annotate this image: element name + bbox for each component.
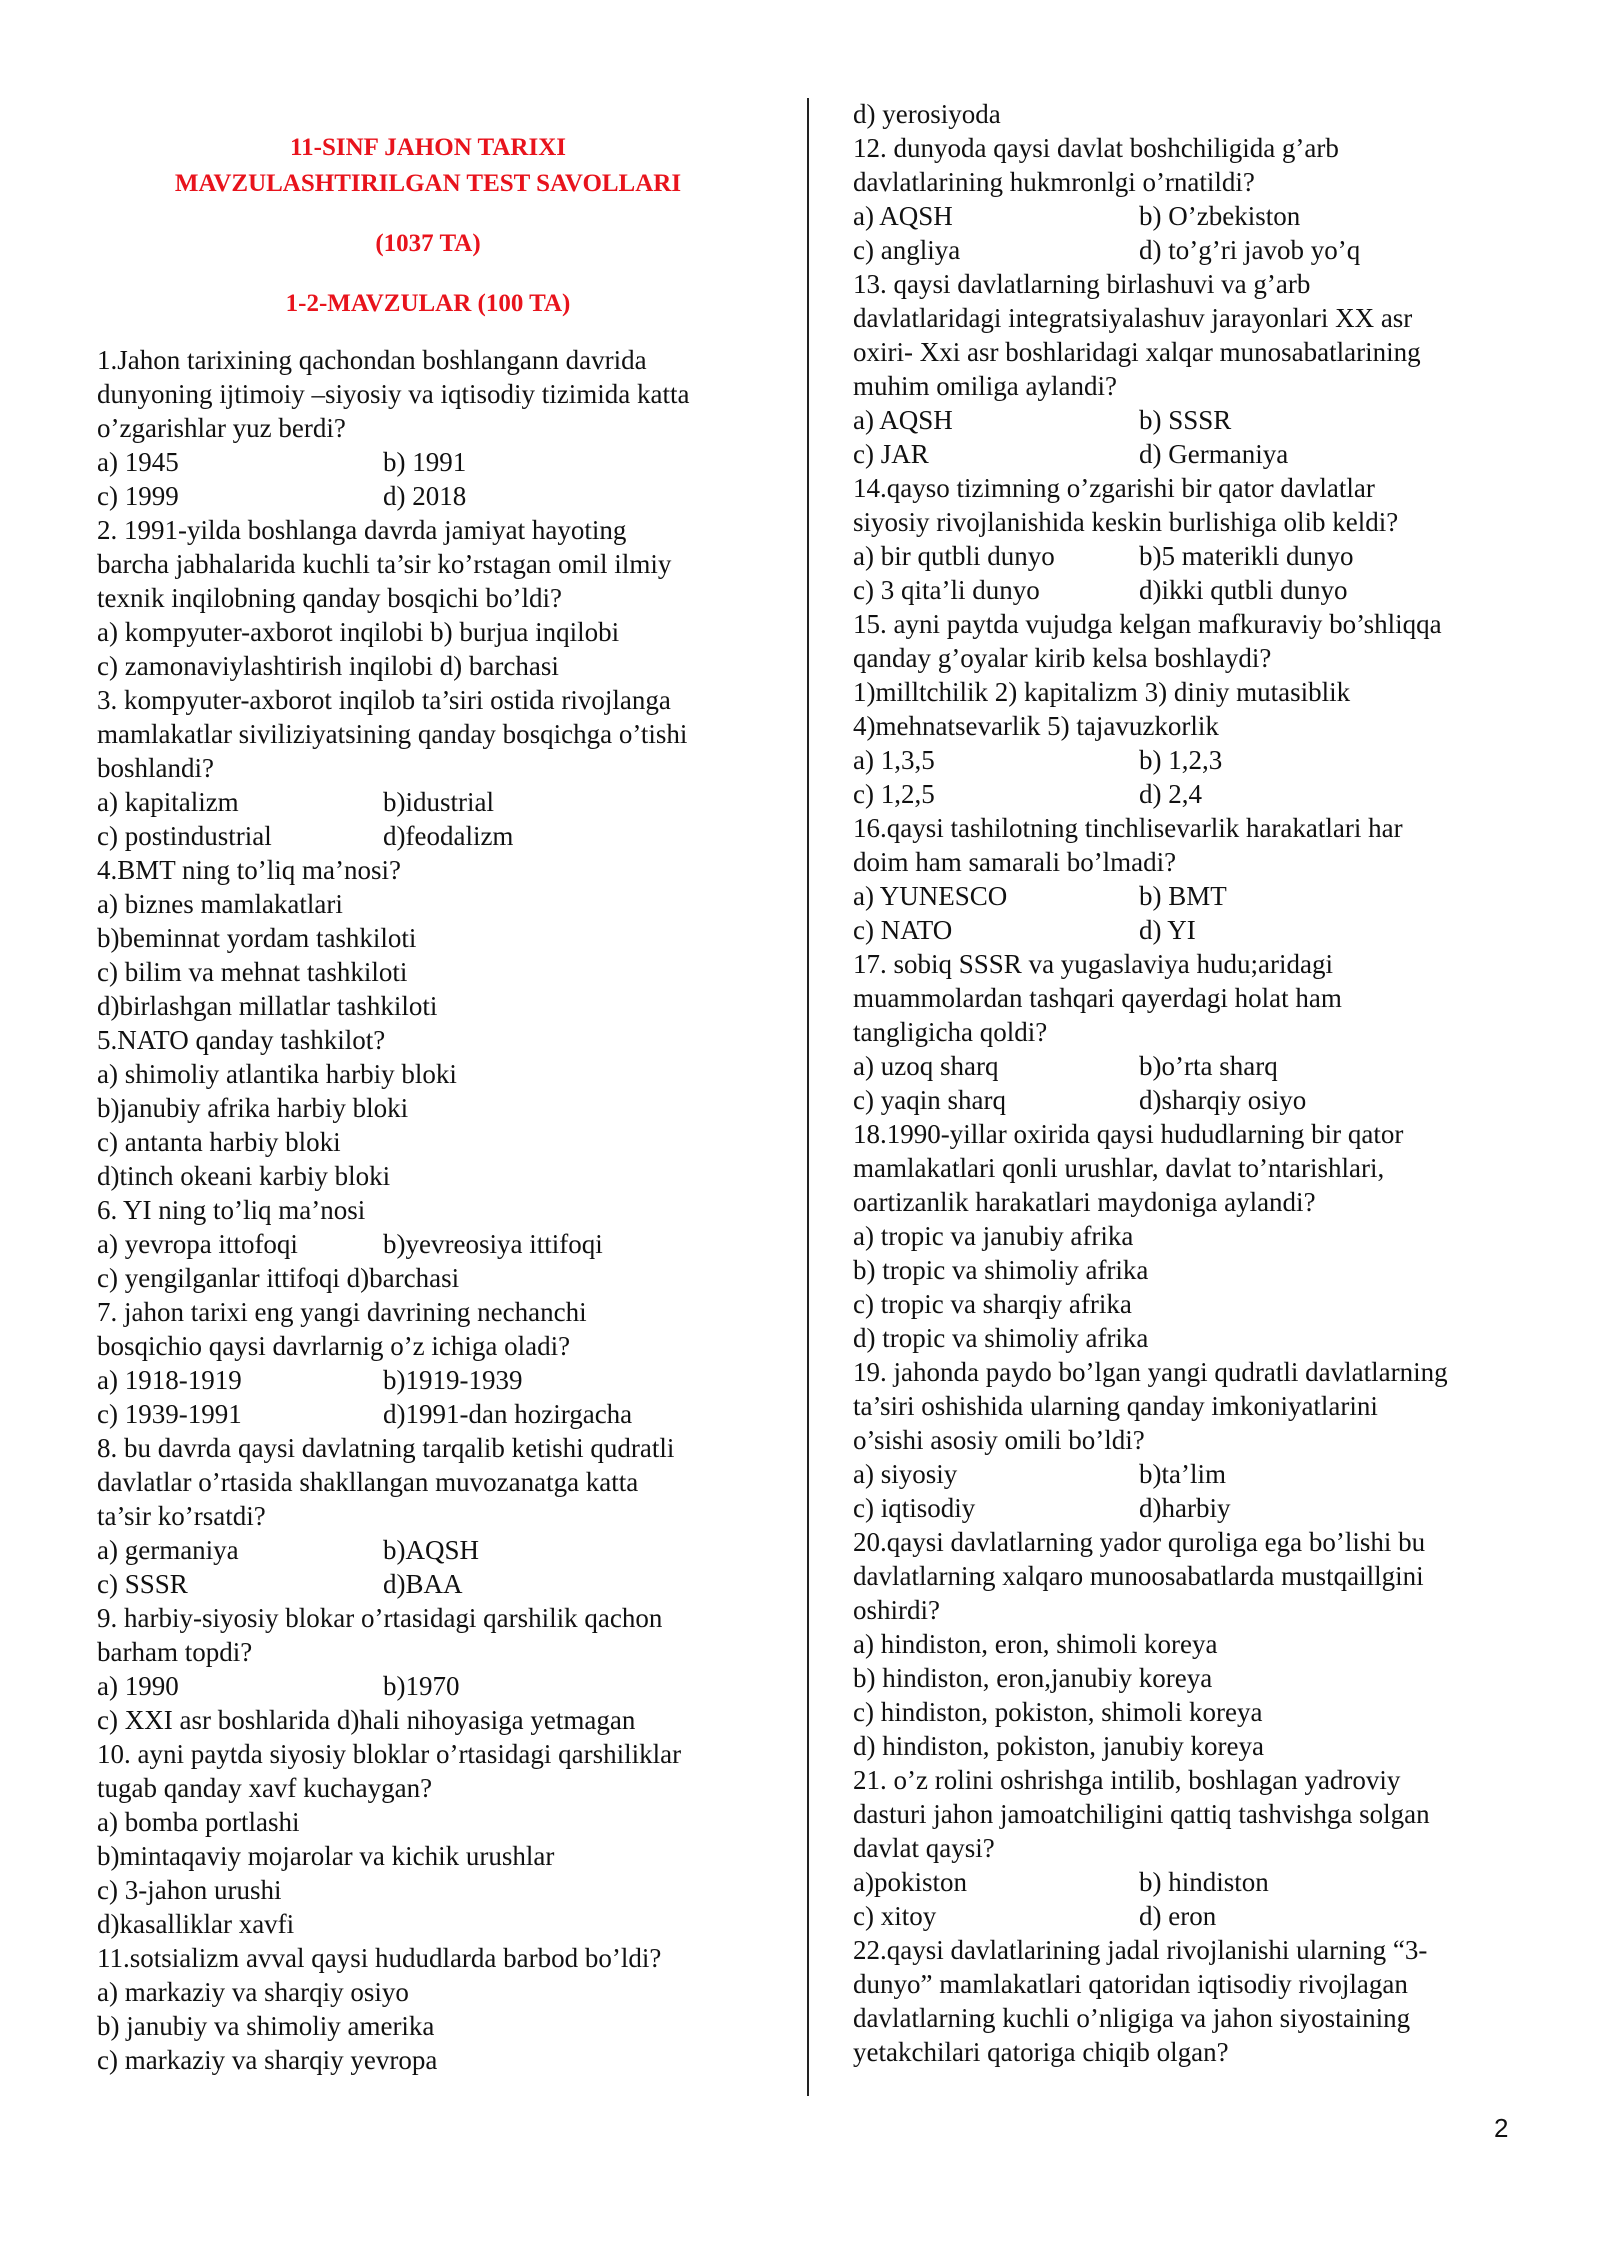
text-line	[853, 845, 1176, 879]
line-text: tugab qanday xavf kuchaygan?	[97, 1773, 433, 1803]
line-text: oartizanlik harakatlari maydoniga aylandi?	[853, 1187, 1316, 1217]
line-text: davlatlarning xalqaro munoosabatlarda mustqaillgini	[853, 1561, 1424, 1591]
line-text: 12. dunyoda qaysi davlat boshchiligida g’arb	[853, 133, 1339, 163]
second-option: d)ikki qutbli dunyo	[1139, 575, 1348, 605]
text-line	[853, 1627, 1217, 1661]
second-option: d) eron	[1139, 1901, 1217, 1931]
second-option: b) BMT	[1139, 881, 1227, 911]
text-line	[97, 955, 407, 989]
line-text: c) 3-jahon urushi	[97, 1875, 282, 1905]
line-text: d) yerosiyoda	[853, 99, 1001, 129]
line-text: d) hindiston, pokiston, janubiy koreya	[853, 1731, 1264, 1761]
line-text: a) 1918-1919	[97, 1365, 242, 1395]
text-line	[853, 1933, 1427, 1967]
line-text: c) XXI asr boshlarida d)hali nihoyasiga yetmagan	[97, 1705, 636, 1735]
text-line	[97, 1873, 281, 1907]
line-text: 6. YI ning to’liq ma’nosi	[97, 1195, 366, 1225]
line-text: a) germaniya	[97, 1535, 239, 1565]
section-heading: 1-2-MAVZULAR (100 TA)	[285, 290, 571, 317]
line-text: tangligicha qoldi?	[853, 1017, 1048, 1047]
second-option: d) 2018	[383, 481, 467, 511]
text-line	[97, 1431, 674, 1465]
line-text: a) AQSH	[853, 405, 953, 435]
line-text: a) yevropa ittofoqi	[97, 1229, 298, 1259]
second-option: d) Germaniya	[1139, 439, 1289, 469]
text-line	[853, 743, 1223, 777]
line-text: a) YUNESCO	[853, 881, 1008, 911]
text-line	[97, 445, 467, 479]
line-text: bosqichio qaysi davrlarnig o’z ichiga oladi?	[97, 1331, 571, 1361]
text-line	[97, 819, 514, 853]
text-line	[97, 1567, 463, 1601]
line-text: a) 1990	[97, 1671, 179, 1701]
text-line	[853, 1967, 1408, 2001]
line-text: 8. bu davrda qaysi davlatning tarqalib ketishi qudratli	[97, 1433, 675, 1463]
line-text: b) tropic va shimoliy afrika	[853, 1255, 1149, 1285]
text-line	[97, 377, 689, 411]
text-line	[853, 539, 1354, 573]
line-text: a) tropic va janubiy afrika	[853, 1221, 1134, 1251]
line-text: ta’sir ko’rsatdi?	[97, 1501, 266, 1531]
line-text: 9. harbiy-siyosiy blokar o’rtasidagi qarshilik qachon	[97, 1603, 663, 1633]
second-option: d) to’g’ri javob yo’q	[1139, 235, 1361, 265]
text-line	[97, 1227, 603, 1261]
text-line	[97, 547, 671, 581]
text-line	[97, 717, 687, 751]
line-text: c) angliya	[853, 235, 961, 265]
line-text: b)janubiy afrika harbiy bloki	[97, 1093, 409, 1123]
text-line	[97, 921, 416, 955]
text-line	[853, 607, 1442, 641]
line-text: muammolardan tashqari qayerdagi holat ham	[853, 983, 1342, 1013]
second-option: d)BAA	[383, 1569, 463, 1599]
text-line	[97, 411, 346, 445]
line-text: 3. kompyuter-axborot inqilob ta’siri ostida rivojlanga	[97, 685, 671, 715]
text-line	[853, 1899, 1217, 1933]
line-text: davlatlarining hukmronlgi o’rnatildi?	[853, 167, 1255, 197]
text-line	[97, 1533, 480, 1567]
text-line	[853, 1151, 1384, 1185]
text-line	[97, 683, 671, 717]
text-line	[853, 267, 1310, 301]
text-line	[853, 981, 1342, 1015]
text-line	[97, 1465, 638, 1499]
line-text: c) markaziy va sharqiy yevropa	[97, 2045, 438, 2075]
line-text: qanday g’oyalar kirib kelsa boshlaydi?	[853, 643, 1272, 673]
line-text: ta’siri oshishida ularning qanday imkoniyatlarini	[853, 1391, 1378, 1421]
text-line	[853, 2001, 1410, 2035]
text-line	[853, 165, 1255, 199]
text-line	[97, 1907, 294, 1941]
line-text: a) uzoq sharq	[853, 1051, 999, 1081]
line-text: barham topdi?	[97, 1637, 253, 1667]
line-text: c) 1939-1991	[97, 1399, 242, 1429]
text-line	[853, 301, 1412, 335]
text-line	[853, 1287, 1132, 1321]
text-line	[853, 1185, 1316, 1219]
second-option: b) hindiston	[1139, 1867, 1269, 1897]
text-line	[97, 2043, 437, 2077]
line-text: a) hindiston, eron, shimoli koreya	[853, 1629, 1218, 1659]
text-line	[97, 1329, 570, 1363]
line-text: c) zamonaviylashtirish inqilobi d) barchasi	[97, 651, 559, 681]
text-line	[97, 1193, 365, 1227]
text-line	[97, 1839, 554, 1873]
line-text: mamlakatlari qonli urushlar, davlat to’ntarishlari,	[853, 1153, 1385, 1183]
line-text: d) tropic va shimoliy afrika	[853, 1323, 1149, 1353]
line-text: yetakchilari qatoriga chiqib olgan?	[853, 2037, 1229, 2067]
second-option: b)1919-1939	[383, 1365, 523, 1395]
line-text: a) siyosiy	[853, 1459, 958, 1489]
line-text: a) kapitalizm	[97, 787, 239, 817]
line-text: davlatlaridagi integratsiyalashuv jarayonlari XX asr	[853, 303, 1413, 333]
text-line	[853, 335, 1421, 369]
line-text: d)tinch okeani karbiy bloki	[97, 1161, 391, 1191]
line-text: a) AQSH	[853, 201, 953, 231]
text-line	[853, 505, 1398, 539]
line-text: 4.BMT ning to’liq ma’nosi?	[97, 855, 401, 885]
text-line	[853, 199, 1301, 233]
text-line	[853, 1525, 1425, 1559]
second-option: d)1991-dan hozirgacha	[383, 1399, 633, 1429]
title-line-2: MAVZULASHTIRILGAN TEST SAVOLLARI	[174, 170, 682, 197]
text-line	[853, 1457, 1226, 1491]
line-text: 4)mehnatsevarlik 5) tajavuzkorlik	[853, 711, 1219, 741]
text-line	[853, 1865, 1269, 1899]
second-option: b) 1991	[383, 447, 467, 477]
line-text: davlatlar o’rtasida shakllangan muvozanatga katta	[97, 1467, 639, 1497]
line-text: a) biznes mamlakatlari	[97, 889, 343, 919]
text-line	[853, 1049, 1278, 1083]
text-line	[97, 1941, 661, 1975]
text-line	[853, 1083, 1307, 1117]
line-text: d)birlashgan millatlar tashkiloti	[97, 991, 438, 1021]
text-line	[853, 471, 1375, 505]
text-line	[853, 1253, 1148, 1287]
text-line	[97, 1261, 459, 1295]
line-text: 16.qaysi tashilotning tinchlisevarlik harakatlari har	[853, 813, 1403, 843]
line-text: 22.qaysi davlatlarining jadal rivojlanishi ularning “3-	[853, 1935, 1428, 1965]
line-text: davlatlarning kuchli o’nligiga va jahon siyostaining	[853, 2003, 1411, 2033]
line-text: c) SSSR	[97, 1569, 188, 1599]
text-line	[853, 403, 1232, 437]
line-text: doim ham samarali bo’lmadi?	[853, 847, 1177, 877]
second-option: d)sharqiy osiyo	[1139, 1085, 1307, 1115]
line-text: texnik inqilobning qanday bosqichi bo’ldi?	[97, 583, 562, 613]
text-line	[97, 1057, 457, 1091]
text-line	[853, 811, 1403, 845]
line-text: c) yengilganlar ittifoqi d)barchasi	[97, 1263, 460, 1293]
text-line	[853, 1219, 1133, 1253]
text-line	[853, 369, 1117, 403]
column-divider	[807, 98, 809, 2096]
line-text: 18.1990-yillar oxirida qaysi hududlarning bir qator	[853, 1119, 1404, 1149]
text-line	[97, 785, 494, 819]
text-line	[853, 97, 1001, 131]
second-option: b)1970	[383, 1671, 460, 1701]
line-text: oxiri- Xxi asr boshlaridagi xalqar munosabatlarining	[853, 337, 1421, 367]
line-text: c) 1999	[97, 481, 179, 511]
text-line	[853, 1763, 1400, 1797]
line-text: a) bir qutbli dunyo	[853, 541, 1055, 571]
line-text: 19. jahonda paydo bo’lgan yangi qudratli davlatlarning	[853, 1357, 1448, 1387]
text-line	[97, 1771, 432, 1805]
line-text: c) xitoy	[853, 1901, 937, 1931]
line-text: c) JAR	[853, 439, 929, 469]
line-text: o’zgarishlar yuz berdi?	[97, 413, 346, 443]
text-line	[97, 989, 437, 1023]
second-option: b) O’zbekiston	[1139, 201, 1301, 231]
line-text: siyosiy rivojlanishida keskin burlishiga olib keldi?	[853, 507, 1399, 537]
text-line	[97, 513, 626, 547]
text-line	[853, 1423, 1145, 1457]
text-line	[97, 853, 401, 887]
second-option: d)harbiy	[1139, 1493, 1231, 1523]
text-line	[853, 1389, 1378, 1423]
text-line	[853, 1491, 1231, 1525]
text-line	[97, 887, 343, 921]
second-option: b) SSSR	[1139, 405, 1232, 435]
text-line	[853, 879, 1227, 913]
line-text: c) 3 qita’li dunyo	[853, 575, 1040, 605]
text-line	[853, 573, 1348, 607]
second-option: b)o’rta sharq	[1139, 1051, 1278, 1081]
text-line	[853, 709, 1219, 743]
text-line	[853, 947, 1333, 981]
text-line	[853, 1117, 1403, 1151]
text-line	[853, 1797, 1430, 1831]
question-count: (1037 TA)	[375, 230, 481, 257]
line-text: 14.qayso tizimning o’zgarishi bir qator davlatlar	[853, 473, 1375, 503]
text-line	[97, 1669, 460, 1703]
line-text: dunyoning ijtimoiy –siyosiy va iqtisodiy tizimida katta	[97, 379, 690, 409]
text-line	[853, 913, 1196, 947]
line-text: 21. o’z rolini oshrishga intilib, boshlagan yadroviy	[853, 1765, 1401, 1795]
line-text: muhim omiliga aylandi?	[853, 371, 1117, 401]
second-option: b)AQSH	[383, 1535, 480, 1565]
line-text: b)mintaqaviy mojarolar va kichik urushlar	[97, 1841, 555, 1871]
line-text: 7. jahon tarixi eng yangi davrining nechanchi	[97, 1297, 587, 1327]
line-text: c) yaqin sharq	[853, 1085, 1006, 1115]
text-line	[97, 751, 214, 785]
line-text: dasturi jahon jamoatchiligini qattiq tashvishga solgan	[853, 1799, 1430, 1829]
second-option: b)5 materikli dunyo	[1139, 541, 1354, 571]
second-option: b)ta’lim	[1139, 1459, 1226, 1489]
text-line	[97, 343, 647, 377]
line-text: c) 1,2,5	[853, 779, 935, 809]
text-line	[97, 1363, 523, 1397]
text-line	[853, 1321, 1148, 1355]
text-line	[97, 1397, 633, 1431]
text-line	[97, 2009, 434, 2043]
line-text: 13. qaysi davlatlarning birlashuvi va g’arb	[853, 269, 1311, 299]
text-line	[853, 1015, 1047, 1049]
line-text: a) 1,3,5	[853, 745, 935, 775]
text-line	[853, 131, 1339, 165]
text-line	[853, 1593, 940, 1627]
line-text: 15. ayni paytda vujudga kelgan mafkuraviy bo’shliqqa	[853, 609, 1442, 639]
text-line	[97, 1159, 390, 1193]
text-line	[853, 437, 1289, 471]
text-line	[853, 777, 1202, 811]
line-text: 10. ayni paytda siyosiy bloklar o’rtasidagi qarshiliklar	[97, 1739, 682, 1769]
text-line	[853, 1661, 1212, 1695]
text-line	[853, 1355, 1448, 1389]
text-line	[97, 1091, 408, 1125]
text-line	[97, 1601, 662, 1635]
text-line	[97, 615, 619, 649]
line-text: c) iqtisodiy	[853, 1493, 976, 1523]
line-text: davlat qaysi?	[853, 1833, 995, 1863]
text-line	[97, 1635, 252, 1669]
second-option: d) YI	[1139, 915, 1196, 945]
line-text: c) bilim va mehnat tashkiloti	[97, 957, 408, 987]
line-text: c) NATO	[853, 915, 953, 945]
second-option: b)idustrial	[383, 787, 494, 817]
line-text: oshirdi?	[853, 1595, 940, 1625]
line-text: a) kompyuter-axborot inqilobi b) burjua inqilobi	[97, 617, 620, 647]
line-text: a) bomba portlashi	[97, 1807, 300, 1837]
text-line	[853, 1559, 1424, 1593]
line-text: d)kasalliklar xavfi	[97, 1909, 295, 1939]
line-text: barcha jabhalarida kuchli ta’sir ko’rstagan omil ilmiy	[97, 549, 672, 579]
text-line	[97, 1125, 341, 1159]
text-line	[97, 1805, 299, 1839]
second-option: b)yevreosiya ittifoqi	[383, 1229, 603, 1259]
line-text: b)beminnat yordam tashkiloti	[97, 923, 417, 953]
second-option: d)feodalizm	[383, 821, 514, 851]
text-line	[853, 233, 1361, 267]
text-line	[97, 479, 467, 513]
second-option: d) 2,4	[1139, 779, 1202, 809]
text-line	[853, 1729, 1264, 1763]
text-line	[97, 1295, 587, 1329]
line-text: a) shimoliy atlantika harbiy bloki	[97, 1059, 457, 1089]
line-text: 5.NATO qanday tashkilot?	[97, 1025, 386, 1055]
title-line-1: 11-SINF JAHON TARIXI	[290, 134, 566, 161]
line-text: 11.sotsializm avval qaysi hududlarda barbod bo’ldi?	[97, 1943, 662, 1973]
line-text: a) markaziy va sharqiy osiyo	[97, 1977, 409, 2007]
text-line	[97, 649, 559, 683]
line-text: c) tropic va sharqiy afrika	[853, 1289, 1132, 1319]
line-text: mamlakatlar siviliziyatsining qanday bosqichga o’tishi	[97, 719, 688, 749]
line-text: boshlandi?	[97, 753, 214, 783]
second-option: b) 1,2,3	[1139, 745, 1223, 775]
text-line	[853, 1695, 1262, 1729]
line-text: o’sishi asosiy omili bo’ldi?	[853, 1425, 1145, 1455]
line-text: b) janubiy va shimoliy amerika	[97, 2011, 435, 2041]
text-line	[97, 1737, 681, 1771]
text-line	[97, 581, 562, 615]
text-line	[97, 1499, 266, 1533]
page-number: 2	[1494, 2113, 1509, 2143]
text-line	[853, 1831, 995, 1865]
line-text: 2. 1991-yilda boshlanga davrda jamiyat hayoting	[97, 515, 627, 545]
text-line	[853, 2035, 1229, 2069]
line-text: c) postindustrial	[97, 821, 272, 851]
text-line	[97, 1703, 635, 1737]
line-text: c) hindiston, pokiston, shimoli koreya	[853, 1697, 1263, 1727]
line-text: 20.qaysi davlatlarning yador quroliga ega bo’lishi bu	[853, 1527, 1426, 1557]
text-line	[853, 641, 1271, 675]
text-line	[97, 1023, 385, 1057]
line-text: 1.Jahon tarixining qachondan boshlangann davrida	[97, 345, 647, 375]
line-text: a)pokiston	[853, 1867, 967, 1897]
line-text: c) antanta harbiy bloki	[97, 1127, 341, 1157]
text-line	[97, 1975, 409, 2009]
text-line	[853, 675, 1350, 709]
line-text: b) hindiston, eron,janubiy koreya	[853, 1663, 1213, 1693]
line-text: 17. sobiq SSSR va yugaslaviya hudu;aridagi	[853, 949, 1333, 979]
line-text: a) 1945	[97, 447, 179, 477]
line-text: dunyo” mamlakatlari qatoridan iqtisodiy rivojlagan	[853, 1969, 1408, 1999]
line-text: 1)milltchilik 2) kapitalizm 3) diniy mutasiblik	[853, 677, 1351, 707]
